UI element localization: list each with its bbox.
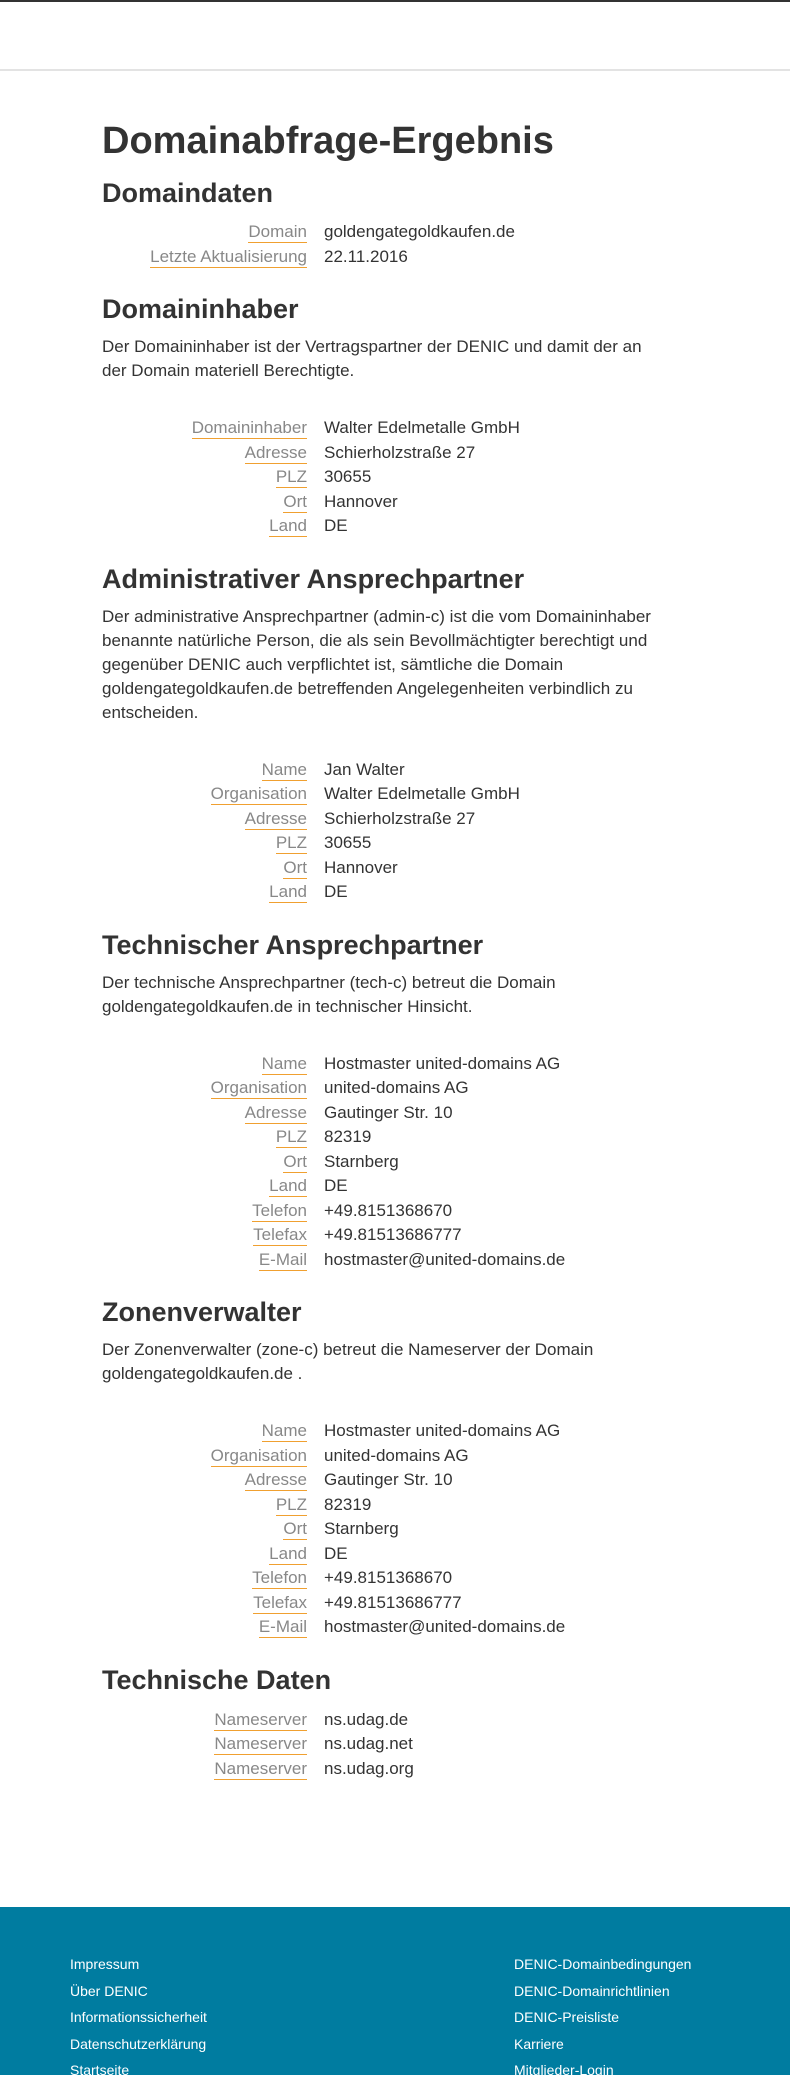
section-heading-tech: Technischer Ansprechpartner	[102, 929, 484, 960]
field-value: +49.8151368670	[324, 1568, 453, 1587]
footer-link-preisliste[interactable]: DENIC-Preisliste	[514, 2009, 620, 2025]
data-row	[102, 1519, 790, 1544]
tech-list	[102, 1054, 790, 1275]
data-row	[102, 1446, 790, 1471]
field-value: Starnberg	[324, 1519, 399, 1538]
data-row	[102, 1759, 790, 1784]
data-row	[102, 882, 790, 907]
data-row	[102, 1734, 790, 1759]
data-row	[102, 1152, 790, 1177]
data-row	[102, 1568, 790, 1593]
section-intro: Der Domaininhaber ist der Vertragspartner der DENIC und damit der an der Domain materiell Berechtigte.	[102, 337, 642, 380]
field-value: ns.udag.de	[324, 1709, 409, 1729]
field-value: 82319	[324, 1494, 372, 1514]
data-row	[102, 1593, 790, 1618]
section-heading-admin: Administrativer Ansprechpartner	[102, 563, 525, 594]
domaininhaber-list	[102, 418, 790, 541]
section-intro: Der technische Ansprechpartner (tech-c) betreut die Domain goldengategoldkaufen.de in technischer Hinsicht.	[102, 972, 556, 1016]
footer-link-startseite[interactable]: Startseite	[70, 2062, 130, 2078]
field-value: Walter Edelmetalle GmbH	[324, 784, 520, 803]
data-row	[102, 516, 790, 541]
field-label: Adresse	[244, 1102, 307, 1122]
data-row	[102, 784, 790, 809]
section-heading-domaindaten: Domaindaten	[102, 178, 274, 208]
data-row	[102, 858, 790, 883]
field-label: Adresse	[244, 1470, 307, 1489]
data-row	[102, 1421, 790, 1446]
field-value: Hannover	[324, 491, 398, 511]
field-value: 22.11.2016	[324, 246, 408, 266]
field-value: Schierholzstraße 27	[324, 808, 476, 828]
data-row	[102, 760, 790, 785]
section-heading-domaininhaber: Domaininhaber	[102, 294, 299, 324]
footer-link-datenschutz[interactable]: Datenschutzerklärung	[70, 2035, 207, 2052]
field-label: Organisation	[210, 1445, 307, 1465]
footer-link-impressum[interactable]: Impressum	[70, 1956, 140, 1972]
field-label: Name	[261, 1421, 307, 1440]
field-label: Land	[269, 882, 307, 901]
field-label: Telefon	[252, 1200, 307, 1220]
field-label: Ort	[283, 491, 307, 511]
footer	[0, 1907, 790, 2078]
field-label: PLZ	[275, 1494, 307, 1514]
field-value: ns.udag.org	[324, 1758, 414, 1778]
footer-link-informationssicherheit[interactable]: Informationssicherheit	[70, 2009, 207, 2025]
field-label: Land	[269, 516, 307, 535]
field-value: hostmaster@united-domains.de	[324, 1249, 566, 1269]
section-heading-zone: Zonenverwalter	[102, 1297, 302, 1327]
admin-list	[102, 760, 790, 907]
data-row	[102, 1617, 790, 1642]
data-row	[102, 1710, 790, 1735]
data-row	[102, 1127, 790, 1152]
data-row	[102, 1470, 790, 1495]
field-label: Ort	[283, 857, 307, 877]
data-row	[102, 1495, 790, 1520]
data-row	[102, 443, 790, 468]
section-heading-technische-daten: Technische Daten	[102, 1664, 332, 1695]
field-label: Name	[261, 1053, 307, 1073]
data-row	[102, 418, 790, 443]
data-row	[102, 1225, 790, 1250]
field-label: Nameserver	[214, 1709, 307, 1729]
field-label: Domain	[248, 222, 307, 241]
main-content	[0, 119, 790, 1783]
field-label: PLZ	[275, 1127, 307, 1146]
footer-link-ueber-denic[interactable]: Über DENIC	[70, 1982, 148, 1999]
data-row	[102, 1103, 790, 1128]
field-value: Schierholzstraße 27	[324, 442, 476, 462]
field-value: hostmaster@united-domains.de	[324, 1617, 566, 1636]
footer-link-domainbedingungen[interactable]: DENIC-Domainbedingungen	[514, 1956, 692, 1972]
field-label: E-Mail	[258, 1249, 307, 1269]
field-value: Gautinger Str. 10	[324, 1102, 453, 1122]
field-label: Land	[269, 1543, 307, 1563]
data-row	[102, 809, 790, 834]
data-row	[102, 492, 790, 517]
data-row	[102, 1250, 790, 1275]
technische-daten-list	[102, 1710, 790, 1784]
zone-list	[102, 1421, 790, 1642]
data-row	[102, 1201, 790, 1226]
field-label: Ort	[283, 1519, 307, 1538]
field-label: Domaininhaber	[191, 418, 307, 437]
data-row	[102, 222, 790, 247]
field-label: E-Mail	[258, 1617, 307, 1636]
field-value: ns.udag.net	[324, 1734, 413, 1753]
field-label: Telefax	[253, 1592, 307, 1612]
section-intro: Der Zonenverwalter (zone-c) betreut die Nameserver der Domain goldengategoldkaufen.de .	[102, 1340, 594, 1383]
field-value: DE	[324, 516, 348, 535]
data-row	[102, 1054, 790, 1079]
field-label: Land	[269, 1176, 307, 1195]
field-label: PLZ	[275, 833, 307, 852]
data-row	[102, 1544, 790, 1569]
field-value: Gautinger Str. 10	[324, 1470, 453, 1489]
footer-link-mitglieder-login[interactable]: Mitglieder-Login	[514, 2062, 614, 2078]
field-label: Organisation	[210, 1078, 307, 1097]
field-value: 30655	[324, 833, 372, 852]
field-value: united-domains AG	[324, 1445, 469, 1465]
field-value: DE	[324, 1176, 348, 1195]
data-row	[102, 247, 790, 272]
data-row	[102, 467, 790, 492]
field-label: Name	[261, 759, 307, 779]
field-value: Starnberg	[324, 1151, 399, 1171]
field-label: Nameserver	[214, 1758, 307, 1778]
field-label: Ort	[283, 1151, 307, 1171]
field-value: +49.81513686777	[324, 1225, 462, 1244]
field-label: Adresse	[244, 808, 307, 828]
field-value: Hannover	[324, 857, 398, 877]
footer-links-right	[514, 1951, 691, 2084]
data-row	[102, 833, 790, 858]
field-label: Telefon	[252, 1568, 307, 1587]
field-value: 30655	[324, 467, 372, 486]
field-label: Organisation	[210, 784, 307, 803]
footer-links-left	[70, 1951, 207, 2084]
field-value: DE	[324, 1543, 348, 1563]
field-value: Walter Edelmetalle GmbH	[324, 418, 520, 437]
field-label: Letzte Aktualisierung	[150, 246, 307, 266]
field-value: DE	[324, 882, 348, 901]
footer-link-domainrichtlinien[interactable]: DENIC-Domainrichtlinien	[514, 1982, 670, 1999]
data-row	[102, 1078, 790, 1103]
field-label: PLZ	[275, 467, 307, 486]
field-label: Telefax	[253, 1225, 307, 1244]
top-header-bar	[0, 0, 790, 71]
field-value: Jan Walter	[324, 759, 405, 779]
field-value: goldengategoldkaufen.de	[324, 222, 515, 241]
field-value: 82319	[324, 1127, 372, 1146]
field-value: +49.8151368670	[324, 1200, 453, 1220]
field-label: Adresse	[244, 442, 307, 462]
field-value: Hostmaster united-domains AG	[324, 1421, 561, 1440]
field-label: Nameserver	[214, 1734, 307, 1753]
page-title: Domainabfrage-Ergebnis	[102, 120, 554, 162]
data-row	[102, 1176, 790, 1201]
section-intro: Der administrative Ansprechpartner (admin-c) ist die vom Domaininhaber benannte natürliche Person, die als sein Bevollmächtigter berechtigt und gegenüber DENIC auch verpflichtet ist, sämtliche die Domain goldengategoldkaufen.de betreffenden Angelegenheiten verbindlich zu entscheiden.	[102, 606, 651, 722]
field-value: united-domains AG	[324, 1078, 469, 1097]
footer-link-karriere[interactable]: Karriere	[514, 2035, 564, 2052]
field-value: Hostmaster united-domains AG	[324, 1053, 561, 1073]
field-value: +49.81513686777	[324, 1592, 462, 1612]
domaindaten-list	[102, 222, 790, 271]
